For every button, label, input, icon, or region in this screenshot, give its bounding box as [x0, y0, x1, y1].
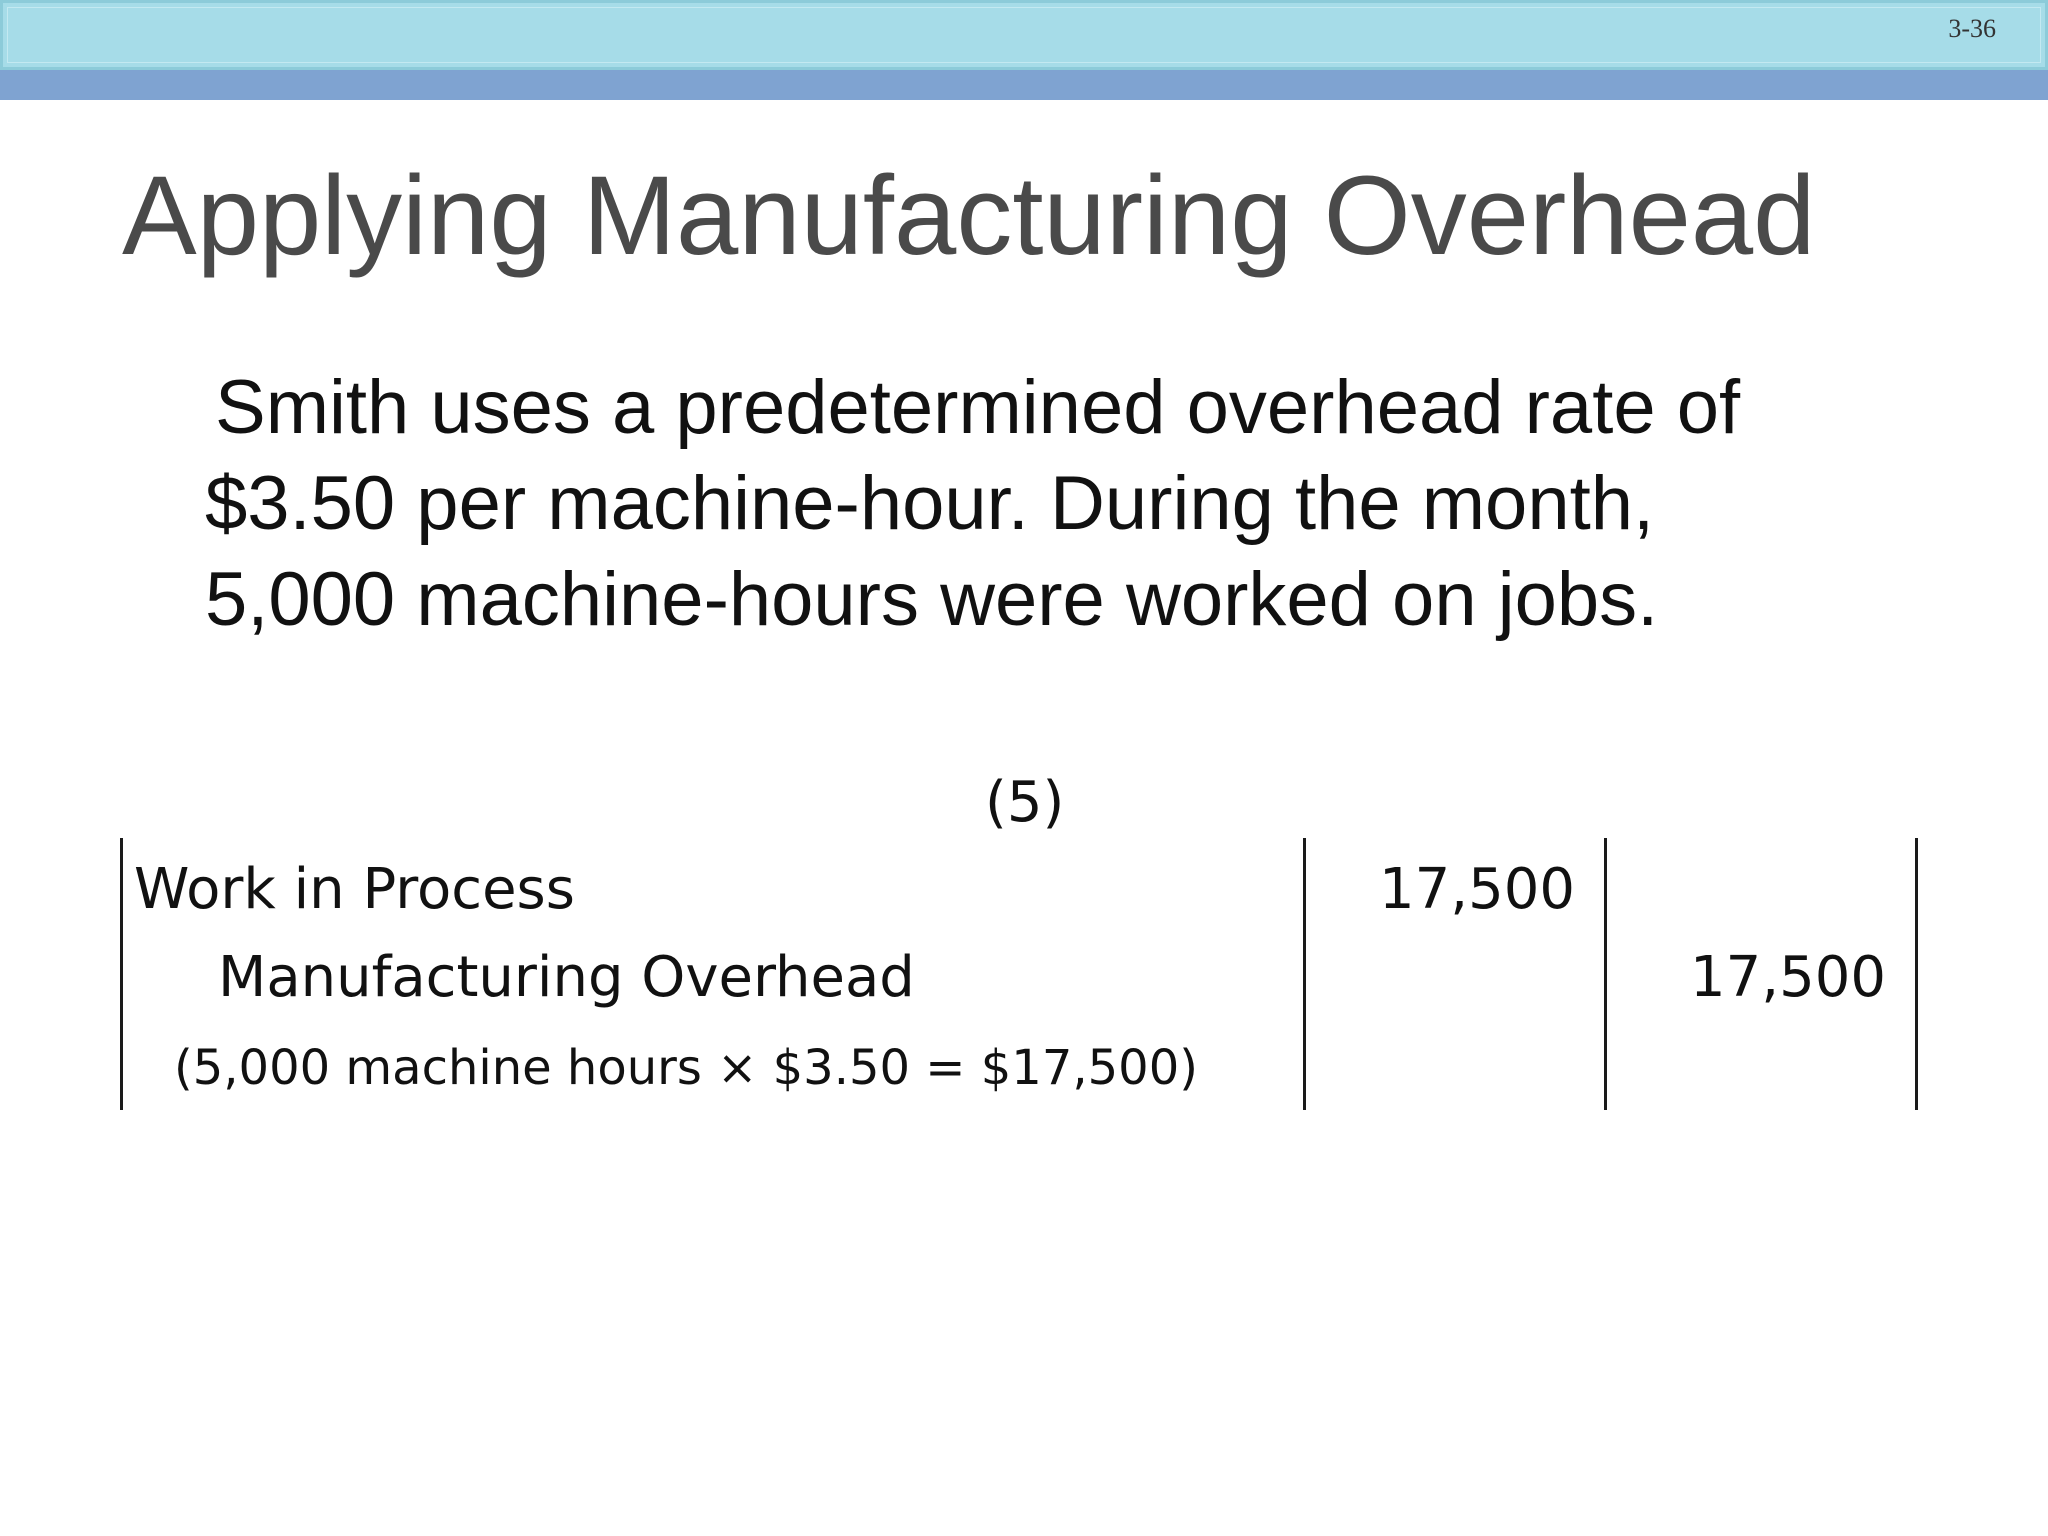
- problem-statement: [205, 360, 1905, 648]
- journal-left-border: [120, 838, 123, 1110]
- slide-title: Applying Manufacturing Overhead: [122, 153, 1816, 278]
- accent-bar: [0, 70, 2048, 100]
- credit-account: Manufacturing Overhead: [218, 945, 915, 1010]
- problem-line-3: 5,000 machine-hours were worked on jobs.: [205, 557, 1659, 642]
- journal-entry-table: [120, 838, 1920, 1110]
- credit-column-border: [1604, 838, 1607, 1110]
- header-band-inner-border: [7, 7, 2041, 63]
- debit-account: Work in Process: [134, 857, 575, 922]
- debit-amount: 17,500: [1379, 857, 1575, 922]
- problem-line-1: Smith uses a predetermined overhead rate of: [215, 365, 1741, 450]
- credit-amount: 17,500: [1690, 945, 1886, 1010]
- problem-line-2: $3.50 per machine-hour. During the month,: [205, 461, 1655, 546]
- header-band: [0, 0, 2048, 70]
- journal-entry-number: (5): [985, 770, 1065, 835]
- debit-column-border: [1303, 838, 1306, 1110]
- journal-right-border: [1915, 838, 1918, 1110]
- slide-number: 3-36: [1948, 14, 1996, 43]
- entry-explanation: (5,000 machine hours × $3.50 = $17,500): [174, 1040, 1198, 1096]
